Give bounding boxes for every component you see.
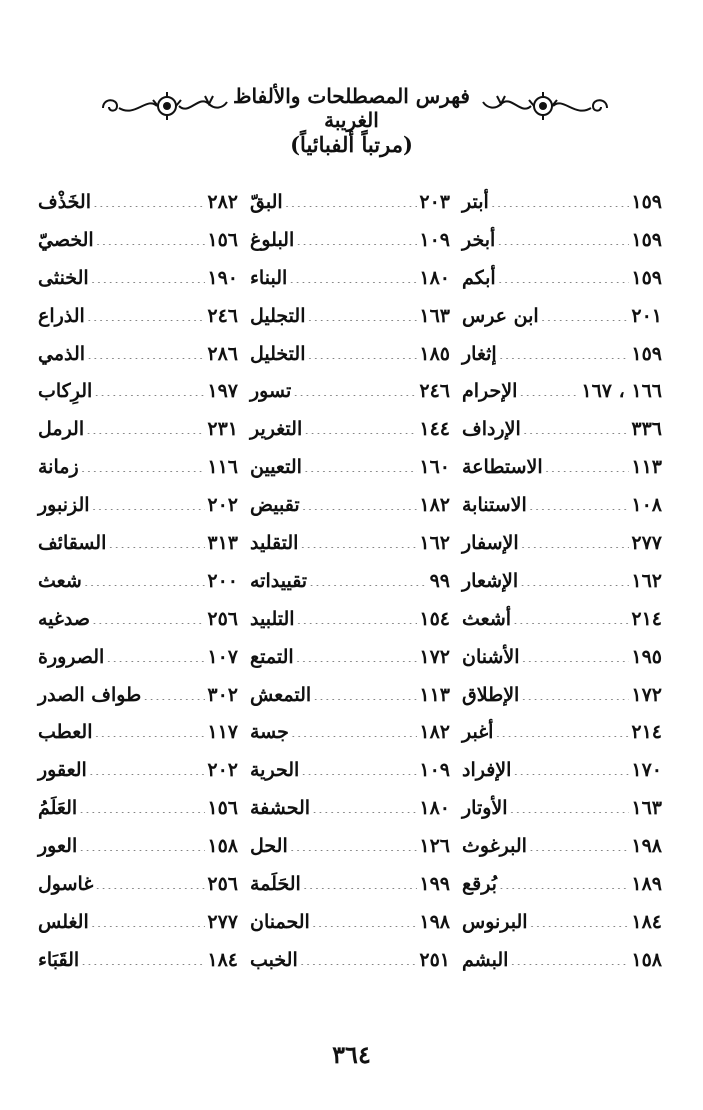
index-entry xyxy=(250,789,450,827)
entry-term: زمانة xyxy=(38,456,79,479)
entry-pages: ٢٠٠ xyxy=(207,569,238,592)
leader-dots xyxy=(529,500,630,510)
index-entry xyxy=(250,486,450,524)
entry-term: الصرورة xyxy=(38,645,105,668)
entry-pages: ٣٠٢ xyxy=(207,683,238,706)
leader-dots xyxy=(106,652,205,662)
entry-term: تقييداته xyxy=(250,569,308,592)
index-entry xyxy=(462,941,662,979)
right-ornament-icon xyxy=(475,86,615,126)
entry-pages: ٢٥١ xyxy=(419,948,450,971)
index-entry xyxy=(250,638,450,676)
index-entry xyxy=(462,713,662,751)
index-entry xyxy=(462,676,662,714)
entry-pages: ١٠٨ xyxy=(631,494,662,517)
index-columns xyxy=(38,183,662,993)
leader-dots xyxy=(495,727,629,737)
leader-dots xyxy=(92,500,206,510)
title-header xyxy=(0,80,703,130)
index-entry xyxy=(250,183,450,221)
leader-dots xyxy=(91,917,206,927)
index-entry xyxy=(250,335,450,373)
leader-dots xyxy=(79,841,205,851)
entry-pages: ١٠٧ xyxy=(207,645,238,668)
leader-dots xyxy=(297,614,418,624)
leader-dots xyxy=(296,652,418,662)
entry-term: البلوغ xyxy=(250,228,295,251)
entry-pages: ١٨٠ xyxy=(419,266,450,289)
leader-dots xyxy=(300,955,418,965)
entry-term: شعث xyxy=(38,569,82,592)
entry-pages: ٢٣١ xyxy=(207,418,238,441)
entry-term: السقائف xyxy=(38,531,107,554)
entry-term: الحَلَمة xyxy=(250,872,301,895)
index-entry xyxy=(462,297,662,335)
entry-term: البناء xyxy=(250,266,288,289)
index-entry xyxy=(462,600,662,638)
leader-dots xyxy=(510,955,629,965)
entry-pages: ١٠٩ xyxy=(419,759,450,782)
entry-pages: ١٨٤ xyxy=(631,910,662,933)
index-entry xyxy=(250,865,450,903)
entry-pages: ١٧٢ xyxy=(631,683,662,706)
entry-pages: ١٧٢ xyxy=(419,645,450,668)
entry-pages: ١٥٦ xyxy=(207,797,238,820)
entry-pages: ٢٥٦ xyxy=(207,607,238,630)
entry-pages: ١٦٢ xyxy=(631,569,662,592)
index-entry xyxy=(250,827,450,865)
entry-term: التقليد xyxy=(250,531,299,554)
entry-term: ابن عرس xyxy=(462,304,539,327)
entry-pages: ٢٨٢ xyxy=(207,190,238,213)
entry-pages: ١٨٢ xyxy=(419,494,450,517)
entry-pages: ١٨٤ xyxy=(207,948,238,971)
page-number: ٣٦٤ xyxy=(332,1040,371,1069)
leader-dots xyxy=(93,197,205,207)
entry-term: العور xyxy=(38,835,78,858)
leader-dots xyxy=(491,197,630,207)
index-entry xyxy=(38,259,238,297)
leader-dots xyxy=(87,349,205,359)
entry-term: بُرقع xyxy=(462,872,497,895)
leader-dots xyxy=(304,424,417,434)
index-entry xyxy=(38,486,238,524)
entry-term: البقّ xyxy=(250,190,283,213)
entry-term: الاستطاعة xyxy=(462,456,543,479)
leader-dots xyxy=(86,424,205,434)
entry-term: الخَذْف xyxy=(38,190,92,213)
index-entry xyxy=(250,751,450,789)
leader-dots xyxy=(510,803,630,813)
entry-pages: ٢٧٧ xyxy=(207,910,238,933)
entry-pages: ١٥٩ xyxy=(631,228,662,251)
index-entry xyxy=(462,865,662,903)
entry-pages: ٢٨٦ xyxy=(207,342,238,365)
index-entry xyxy=(462,183,662,221)
leader-dots xyxy=(522,652,630,662)
entry-pages: ١٥٦ xyxy=(207,228,238,251)
entry-term: القَبَاء xyxy=(38,948,80,971)
leader-dots xyxy=(91,273,206,283)
index-entry xyxy=(462,448,662,486)
leader-dots xyxy=(81,462,206,472)
entry-pages: ١٨٩ xyxy=(631,872,662,895)
leader-dots xyxy=(499,879,629,889)
entry-term: العطب xyxy=(38,721,93,744)
entry-pages: ٢٤٦ xyxy=(207,304,238,327)
index-entry xyxy=(38,827,238,865)
entry-pages: ٢٥٦ xyxy=(207,872,238,895)
entry-term: الرمل xyxy=(38,418,85,441)
entry-term: البرغوث xyxy=(462,835,527,858)
entry-term: الحل xyxy=(250,835,288,858)
leader-dots xyxy=(289,273,417,283)
leader-dots xyxy=(84,576,206,586)
leader-dots xyxy=(498,273,630,283)
leader-dots xyxy=(94,386,205,396)
leader-dots xyxy=(309,576,427,586)
leader-dots xyxy=(92,614,205,624)
entry-pages: ٢٠١ xyxy=(631,304,662,327)
index-entry xyxy=(462,827,662,865)
leader-dots xyxy=(81,955,205,965)
entry-pages: ١٨٢ xyxy=(419,721,450,744)
entry-term: أبتر xyxy=(462,190,489,213)
index-entry xyxy=(250,524,450,562)
leader-dots xyxy=(541,311,630,321)
entry-pages: ١٠٩ xyxy=(419,228,450,251)
entry-term: تسور xyxy=(250,380,292,403)
entry-term: أبكم xyxy=(462,266,496,289)
index-entry xyxy=(250,600,450,638)
entry-term: الرِكاب xyxy=(38,380,93,403)
entry-term: الحمنان xyxy=(250,910,310,933)
entry-term: الإرداف xyxy=(462,418,521,441)
entry-pages: ١٥٩ xyxy=(631,266,662,289)
index-entry xyxy=(38,751,238,789)
entry-pages: ٢٤٦ xyxy=(419,380,450,403)
leader-dots xyxy=(96,235,206,245)
index-entry xyxy=(462,789,662,827)
leader-dots xyxy=(519,386,579,396)
index-entry xyxy=(38,903,238,941)
entry-term: التخليل xyxy=(250,342,306,365)
leader-dots xyxy=(307,311,417,321)
index-entry xyxy=(250,941,450,979)
leader-dots xyxy=(87,311,206,321)
index-entry xyxy=(250,297,450,335)
entry-pages: ١٦٣ xyxy=(631,797,662,820)
entry-term: التجليل xyxy=(250,304,306,327)
entry-term: التمتع xyxy=(250,645,294,668)
leader-dots xyxy=(521,538,630,548)
index-entry xyxy=(462,221,662,259)
leader-dots xyxy=(303,879,418,889)
leader-dots xyxy=(301,765,417,775)
entry-pages: ١٤٤ xyxy=(419,418,450,441)
index-entry xyxy=(38,600,238,638)
entry-pages: ١٩٨ xyxy=(631,835,662,858)
entry-term: العَلَمُ xyxy=(38,797,78,820)
entry-term: الخنثى xyxy=(38,266,89,289)
entry-term: الحشفة xyxy=(250,797,311,820)
index-entry xyxy=(38,676,238,714)
page-subtitle: (مرتباً ألفبائياً) xyxy=(290,132,413,157)
index-column-3 xyxy=(38,183,238,993)
entry-term: الغلس xyxy=(38,910,89,933)
entry-term: الإطلاق xyxy=(462,683,520,706)
entry-pages: ١٩٧ xyxy=(207,380,238,403)
entry-pages: ١١٧ xyxy=(207,721,238,744)
leader-dots xyxy=(312,803,417,813)
leader-dots xyxy=(523,424,630,434)
index-entry xyxy=(250,448,450,486)
index-entry xyxy=(462,486,662,524)
leader-dots xyxy=(79,803,205,813)
leader-dots xyxy=(520,576,629,586)
entry-pages: ١٥٨ xyxy=(207,835,238,858)
entry-pages: ٣٣٦ xyxy=(631,418,662,441)
entry-pages: ٢٠٢ xyxy=(207,759,238,782)
entry-term: التعيين xyxy=(250,456,302,479)
leader-dots xyxy=(513,765,629,775)
entry-pages: ١٦٦ ، ١٦٧ xyxy=(581,380,662,403)
entry-term: جسة xyxy=(250,721,289,744)
entry-term: الإسفار xyxy=(462,531,519,554)
entry-term: البشم xyxy=(462,948,509,971)
entry-pages: ١٩٩ xyxy=(419,872,450,895)
entry-term: التلبيد xyxy=(250,607,295,630)
index-entry xyxy=(462,335,662,373)
index-entry xyxy=(250,221,450,259)
leader-dots xyxy=(290,841,418,851)
entry-term: أبخر xyxy=(462,228,496,251)
index-entry xyxy=(38,638,238,676)
entry-term: العقور xyxy=(38,759,87,782)
leader-dots xyxy=(296,235,417,245)
leader-dots xyxy=(312,917,418,927)
index-entry xyxy=(250,903,450,941)
entry-pages: ٢٧٧ xyxy=(631,531,662,554)
entry-term: الإحرام xyxy=(462,380,518,403)
entry-term: تقبيض xyxy=(250,494,300,517)
index-entry xyxy=(462,562,662,600)
leader-dots xyxy=(285,197,418,207)
leader-dots xyxy=(143,690,205,700)
leader-dots xyxy=(291,727,417,737)
index-entry xyxy=(38,789,238,827)
entry-pages: ١٢٦ xyxy=(419,835,450,858)
index-entry xyxy=(462,751,662,789)
entry-term: البرنوس xyxy=(462,910,528,933)
index-entry xyxy=(38,372,238,410)
index-entry xyxy=(38,713,238,751)
entry-term: الإشعار xyxy=(462,569,519,592)
index-entry xyxy=(38,221,238,259)
leader-dots xyxy=(94,727,205,737)
entry-pages: ١٦٣ xyxy=(419,304,450,327)
entry-pages: ١١٣ xyxy=(419,683,450,706)
index-entry xyxy=(250,676,450,714)
leader-dots xyxy=(304,462,417,472)
index-entry xyxy=(462,372,662,410)
index-entry xyxy=(38,524,238,562)
index-entry xyxy=(38,562,238,600)
leader-dots xyxy=(313,690,417,700)
entry-pages: ١٥٩ xyxy=(631,342,662,365)
entry-pages: ٢١٤ xyxy=(631,721,662,744)
leader-dots xyxy=(521,690,629,700)
entry-term: أغبر xyxy=(462,721,494,744)
entry-pages: ٢٠٢ xyxy=(207,494,238,517)
entry-pages: ١٦٢ xyxy=(419,531,450,554)
entry-pages: ١١٣ xyxy=(631,456,662,479)
index-entry xyxy=(38,941,238,979)
entry-pages: ١٨٠ xyxy=(419,797,450,820)
page-title: فهرس المصطلحات والألفاظ الغريبة xyxy=(233,84,470,132)
index-entry xyxy=(38,335,238,373)
entry-pages: ١٩٥ xyxy=(631,645,662,668)
index-entry xyxy=(250,562,450,600)
entry-pages: ١٨٥ xyxy=(419,342,450,365)
entry-term: التمعش xyxy=(250,683,312,706)
entry-term: الأوتار xyxy=(462,797,508,820)
entry-term: غاسول xyxy=(38,872,94,895)
entry-pages: ١١٦ xyxy=(207,456,238,479)
index-entry xyxy=(250,259,450,297)
entry-pages: ٢١٤ xyxy=(631,607,662,630)
leader-dots xyxy=(300,538,417,548)
leader-dots xyxy=(529,841,629,851)
leader-dots xyxy=(293,386,417,396)
index-entry xyxy=(250,410,450,448)
index-entry xyxy=(38,410,238,448)
entry-term: طواف الصدر xyxy=(38,683,142,706)
entry-term: الاستنابة xyxy=(462,494,527,517)
entry-term: صدغيه xyxy=(38,607,90,630)
entry-pages: ١٩٨ xyxy=(419,910,450,933)
index-entry xyxy=(38,865,238,903)
leader-dots xyxy=(499,349,630,359)
entry-pages: ١٩٠ xyxy=(207,266,238,289)
index-entry xyxy=(462,259,662,297)
entry-pages: ٢٠٣ xyxy=(419,190,450,213)
entry-term: التغرير xyxy=(250,418,303,441)
entry-term: الخصيّ xyxy=(38,228,94,251)
entry-term: إثغار xyxy=(462,342,497,365)
leader-dots xyxy=(307,349,417,359)
leader-dots xyxy=(95,879,205,889)
index-entry xyxy=(38,183,238,221)
entry-pages: ١٥٤ xyxy=(419,607,450,630)
entry-term: الحرية xyxy=(250,759,300,782)
leader-dots xyxy=(497,235,629,245)
entry-pages: ٩٩ xyxy=(429,569,450,592)
leader-dots xyxy=(513,614,629,624)
leader-dots xyxy=(108,538,205,548)
entry-term: الذمي xyxy=(38,342,86,365)
index-entry xyxy=(38,297,238,335)
index-entry xyxy=(250,372,450,410)
leader-dots xyxy=(89,765,206,775)
entry-pages: ١٦٠ xyxy=(419,456,450,479)
index-column-1 xyxy=(462,183,662,993)
entry-term: الزنبور xyxy=(38,494,90,517)
entry-term: الإفراد xyxy=(462,759,512,782)
index-entry xyxy=(462,524,662,562)
leader-dots xyxy=(545,462,630,472)
entry-term: أشعث xyxy=(462,607,512,630)
index-entry xyxy=(462,903,662,941)
index-entry xyxy=(250,713,450,751)
entry-term: الخبب xyxy=(250,948,298,971)
entry-term: الأشنان xyxy=(462,645,520,668)
entry-pages: ٣١٣ xyxy=(207,531,238,554)
index-entry xyxy=(462,638,662,676)
entry-term: الذراع xyxy=(38,304,85,327)
entry-pages: ١٧٠ xyxy=(631,759,662,782)
index-entry xyxy=(38,448,238,486)
entry-pages: ١٥٨ xyxy=(631,948,662,971)
index-entry xyxy=(462,410,662,448)
leader-dots xyxy=(530,917,630,927)
index-column-2 xyxy=(250,183,450,993)
entry-pages: ١٥٩ xyxy=(631,190,662,213)
leader-dots xyxy=(302,500,418,510)
